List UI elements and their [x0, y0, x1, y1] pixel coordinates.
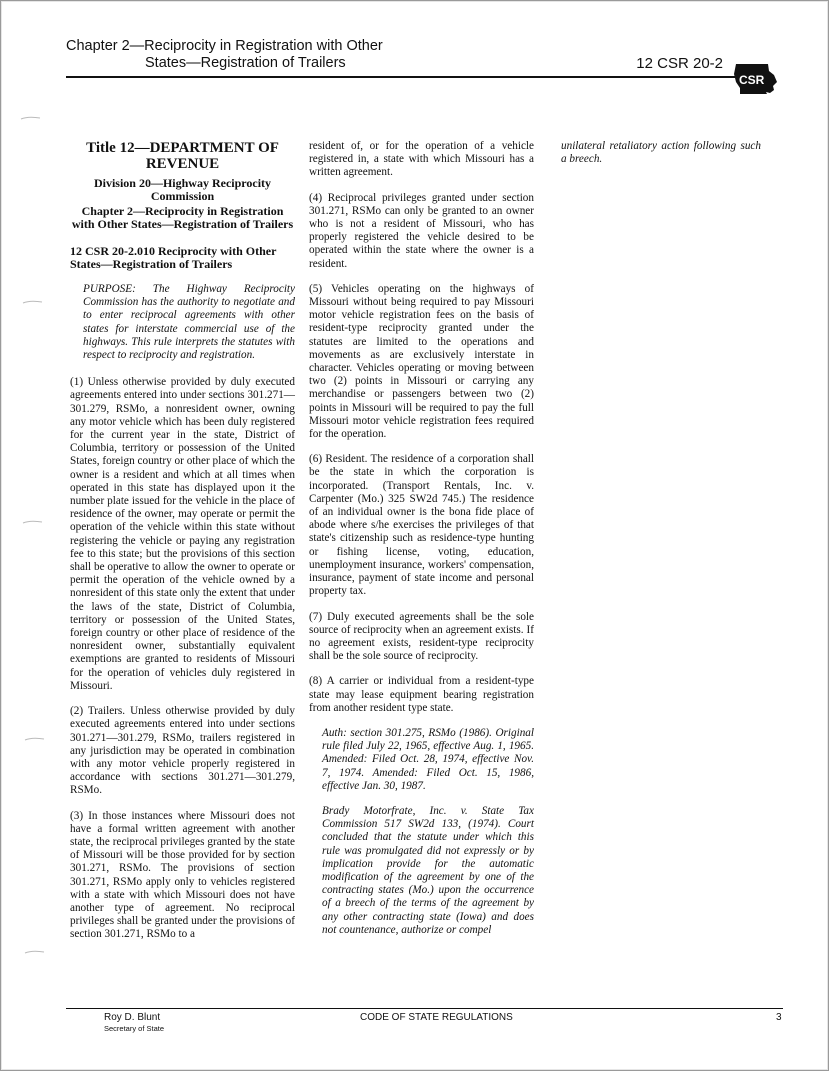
section-paragraph: (8) A carrier or individual from a resident-type state may lease equipment bearing registration from another resident type state. — [309, 675, 534, 714]
footer-rule — [66, 1008, 783, 1009]
annotation-continuation: unilateral retaliatory action following such a breech. — [561, 140, 761, 166]
margin-mark — [24, 947, 46, 957]
regulation-code: 12 CSR 20-2 — [636, 55, 723, 72]
logo-text: CSR — [739, 73, 765, 87]
header-rule — [66, 76, 743, 78]
section-paragraph: (5) Vehicles operating on the highways of Missouri without being required to pay Missouri motor vehicle registration fees on the basis of resident-type reciprocity granted under the statutes are limited to the operations and movements as are exclusively interstate in character. Vehicles operating or moving between two (2) points in Missouri or carrying any merchandise or passengers between two (2) points in Missouri will be required to pay the full Missouri motor vehicle registration fees required for the operation. — [309, 282, 534, 441]
chapter-title-line1: Chapter 2—Reciprocity in Registration with Other — [66, 38, 383, 54]
section-paragraph: (4) Reciprocal privileges granted under section 301.271, RSMo can only be granted to an owner who is not a resident of Missouri, who has properly registered the vehicle desired to be operated within the state where the owner is a resident. — [309, 191, 534, 270]
section-paragraph: (6) Resident. The residence of a corporation shall be the state in which the corporation is incorporated. (Transport Rentals, Inc. v. Carpenter (Mo.) 325 SW2d 745.) The residence of an individual owner is the bona fide place of abode where s/he exercises the privileges of that state's citizenship such as residence-type hunting or fishing license, voting, education, unemployment insurance, workers' compensation, insurance, payment of state income and personal property tax. — [309, 453, 534, 598]
margin-mark — [22, 297, 44, 307]
column-right — [561, 140, 761, 178]
chapter-title-line2: States—Registration of Trailers — [145, 55, 346, 71]
margin-mark — [22, 517, 44, 527]
secretary-title: Secretary of State — [104, 1024, 165, 1033]
column-middle — [309, 140, 534, 949]
section-paragraph: (7) Duly executed agreements shall be the sole source of reciprocity when an agreement exists. If no agreement exists, resident-type reciprocity shall be the sole source of reciprocity. — [309, 610, 534, 663]
purpose-statement: PURPOSE: The Highway Reciprocity Commission has the authority to negotiate and to enter reciprocal agreements with other states for interstate commercial use of the highways. This rule interprets the statutes with respect to reciprocity and registration. — [83, 283, 295, 362]
secretary-name: Roy D. Blunt — [104, 1012, 161, 1023]
title-block — [70, 140, 295, 231]
margin-mark — [20, 113, 42, 123]
department-title: Title 12—DEPARTMENT OF REVENUE — [86, 140, 279, 172]
column-left — [70, 140, 295, 954]
division-title: Division 20—Highway Reciprocity Commission — [93, 176, 272, 203]
section-paragraph: (1) Unless otherwise provided by duly executed agreements entered into under sections 301.271—301.279, RSMo, a nonresident owner, owning any motor vehicle which has been duly registered for the current year in the state, District of Columbia, territory or possession of the United States, foreign country or other place of which the owner is a resident and which at all times when operated in this state has displayed upon it the number plate issued for the vehicle in the place of residence of the owner, may operate or permit the operation of the vehicle within this state without registering the vehicle or paying any registration fee to this state; but the provisions of this section shall be operative to allow the owner to operate or permit the operation of the vehicle owned by a nonresident of this state only the extent that under the laws of the state, District of Columbia, territory or possession of the United States, foreign country or other place of residence of the nonresident owner, substantially equivalent exemptions are granted to residents of Missouri for the operation of vehicles duly registered in Missouri. — [70, 376, 295, 692]
chapter-title: Chapter 2—Reciprocity in Registration with Other States—Registration of Trailers — [71, 204, 294, 231]
section-paragraph: (3) In those instances where Missouri does not have a formal written agreement with another state, the reciprocal privileges granted by the state of Missouri will be those provided for by section 301.271, RSMo. The provisions of section 301.271, RSMo apply only to vehicles registered with a state with which Missouri does not have another type of agreement. No reciprocal privileges shall be granted under the provisions of section 301.271, RSMo to a — [70, 809, 295, 941]
footer-publication: CODE OF STATE REGULATIONS — [360, 1012, 513, 1023]
section-paragraph: (2) Trailers. Unless otherwise provided by duly executed agreements entered into under sections 301.271—301.279, RSMo, trailers registered in any jurisdiction may be operated in combination with any motor vehicle properly registered in accordance with sections 301.271—301.279, RSMo. — [70, 705, 295, 797]
rule-heading: 12 CSR 20-2.010 Reciprocity with Other States—Registration of Trailers — [70, 244, 277, 271]
missouri-csr-logo — [730, 62, 780, 96]
case-annotation: Brady Motorfrate, Inc. v. State Tax Commission 517 SW2d 133, (1974). Court concluded that the statute under which this rule was promulgated did not expressly or by implication provide for the automatic modification of the agreement by one of the contracting states (Mo.) upon the occurrence of a breech of the terms of the agreement by any other contracting state (Iowa) and does not countenance, authorize or compel — [322, 804, 534, 936]
authority-note: Auth: section 301.275, RSMo (1986). Original rule filed July 22, 1965, effective Aug. 1, 1965. Amended: Filed Oct. 28, 1974, effective Nov. 7, 1974. Amended: Filed Oct. 15, 1986, effective Jan. 30, 1987. — [322, 726, 534, 792]
page-number: 3 — [776, 1012, 782, 1023]
margin-mark — [24, 734, 46, 744]
footer-signatory — [104, 1012, 164, 1034]
section-paragraph: resident of, or for the operation of a vehicle registered in, a state with which Missouri has a written agreement. — [309, 140, 534, 179]
